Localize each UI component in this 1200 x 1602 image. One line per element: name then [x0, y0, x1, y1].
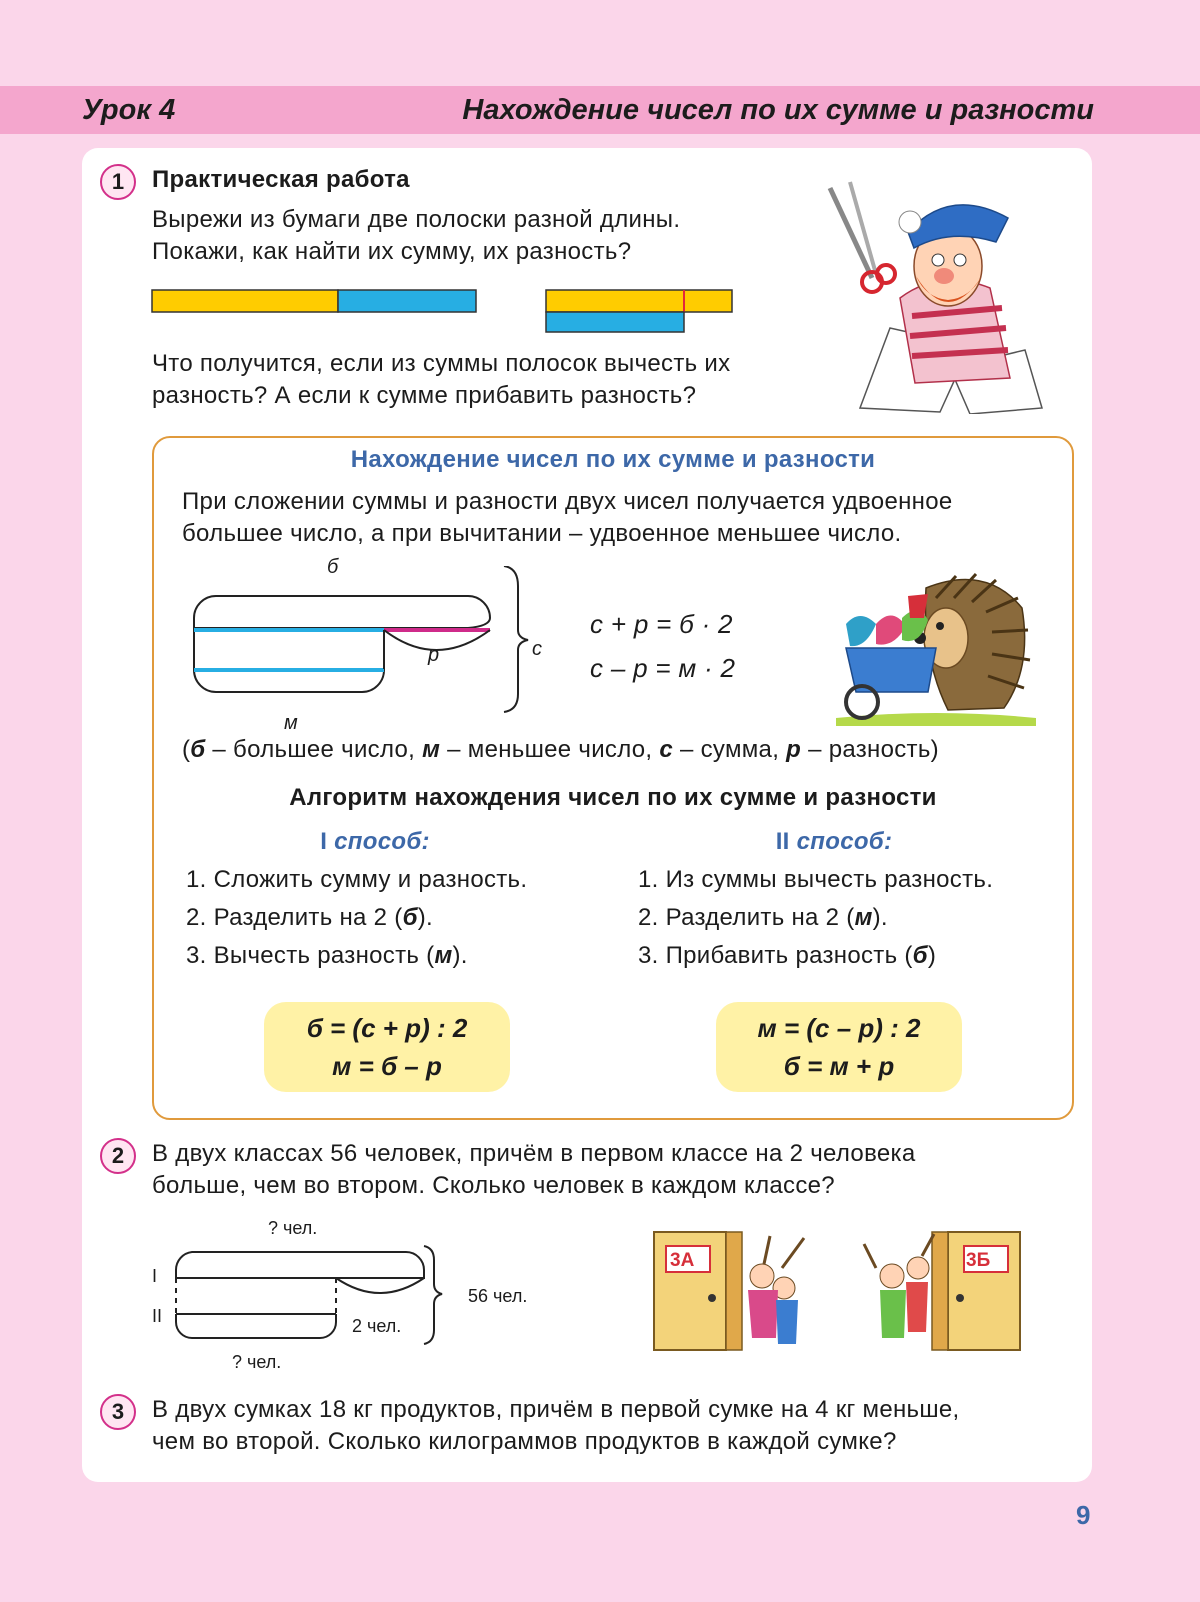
- task1-question-line1: Что получится, если из суммы полосок вычесть их: [152, 350, 731, 377]
- way1-step2-end: ).: [417, 904, 433, 931]
- legend-text-c: – сумма,: [673, 736, 787, 763]
- lesson-number: Урок 4: [82, 94, 176, 126]
- way2-step2-end: ).: [872, 904, 888, 931]
- legend-line: [182, 734, 939, 766]
- strips-illustration: [148, 286, 738, 336]
- way2-formula2: б = м + р: [783, 1051, 895, 1081]
- task-number-badge: 2: [100, 1138, 136, 1174]
- way1-roman: I: [320, 828, 328, 855]
- way2-step2: [638, 902, 888, 934]
- lesson-title: Нахождение чисел по их сумме и разности: [462, 94, 1094, 126]
- way1-step3-text: 3. Вычесть разность (: [186, 942, 435, 969]
- way2-step3-end: ): [927, 942, 937, 969]
- legend-var-m: м: [422, 736, 441, 763]
- task-number-badge: 3: [100, 1394, 136, 1430]
- way2-formula1: м = (с – р) : 2: [757, 1013, 921, 1043]
- diagram-label-m: м: [284, 712, 298, 734]
- diagram-label-c: с: [532, 638, 542, 660]
- class2-top-label: ? чел.: [268, 1218, 318, 1238]
- legend-var-c: с: [659, 736, 674, 763]
- strip-blue: [338, 290, 476, 312]
- legend-text-m: – меньшее число,: [440, 736, 660, 763]
- way1-label: способ:: [334, 828, 430, 855]
- task2-text-line1: В двух классах 56 человек, причём в первом классе на 2 человека: [152, 1140, 916, 1167]
- way2-step3-var: б: [912, 942, 928, 969]
- gnome-with-scissors-illustration: [820, 178, 1060, 414]
- strip-yellow-compare: [546, 290, 732, 312]
- equation-double-small: с – р = м · 2: [590, 653, 736, 683]
- way2-label: способ:: [796, 828, 893, 855]
- way2-step3: [638, 940, 936, 972]
- legend-open: (: [182, 736, 191, 763]
- task1-text-line1: Вырежи из бумаги две полоски разной длины.: [152, 206, 681, 233]
- classes-diagram: [170, 1244, 450, 1348]
- way1-step3: [186, 940, 468, 972]
- equation-double-big: с + р = б · 2: [590, 609, 733, 639]
- door-3a-illustration: [652, 1228, 812, 1352]
- task-number-badge: 1: [100, 164, 136, 200]
- algorithm-title: Алгоритм нахождения чисел по их сумме и разности: [289, 784, 937, 811]
- door-3a-sign: 3А: [670, 1250, 695, 1271]
- strip-yellow: [152, 290, 338, 312]
- legend-var-b: б: [190, 736, 206, 763]
- way1-step2: [186, 902, 433, 934]
- class-diff-label: 2 чел.: [352, 1316, 402, 1336]
- task2-text-line2: больше, чем во втором. Сколько человек в каждом классе?: [152, 1172, 835, 1199]
- way1-formula1: б = (с + р) : 2: [306, 1013, 468, 1043]
- door-3b-illustration: [862, 1228, 1022, 1352]
- way1-step3-end: ).: [452, 942, 468, 969]
- way1-formula2: м = б – р: [332, 1051, 442, 1081]
- class-sum-label: 56 чел.: [468, 1286, 528, 1306]
- lesson-header-bar: [0, 86, 1200, 134]
- page-number: 9: [1076, 1500, 1091, 1530]
- rule-text-line2: большее число, а при вычитании – удвоенное меньшее число.: [182, 520, 902, 547]
- way2-title: [634, 826, 1034, 858]
- way2-step3-text: 3. Прибавить разность (: [638, 942, 913, 969]
- task1-heading: Практическая работа: [152, 166, 410, 193]
- door-3b-sign: 3Б: [966, 1250, 991, 1271]
- task3-text-line2: чем во второй. Сколько килограммов продуктов в каждой сумке?: [152, 1428, 897, 1455]
- task1-question-line2: разность? А если к сумме прибавить разность?: [152, 382, 697, 409]
- way1-step1: 1. Сложить сумму и разность.: [186, 866, 528, 893]
- legend-var-p: р: [786, 736, 802, 763]
- way2-step2-var: м: [854, 904, 873, 931]
- diagram-label-p: р: [428, 644, 440, 666]
- hedgehog-with-cart-illustration: [836, 568, 1036, 728]
- way2-step1: 1. Из суммы вычесть разность.: [638, 866, 994, 893]
- class2-bottom-label: ? чел.: [232, 1352, 282, 1372]
- legend-text-b: – большее число,: [205, 736, 423, 763]
- way1-step2-text: 2. Разделить на 2 (: [186, 904, 403, 931]
- way1-step3-var: м: [434, 942, 453, 969]
- way2-step2-text: 2. Разделить на 2 (: [638, 904, 855, 931]
- legend-text-p: – разность): [801, 736, 939, 763]
- strip-blue-compare: [546, 312, 684, 332]
- class-row1-label: I: [152, 1266, 158, 1286]
- diagram-label-b: б: [327, 556, 339, 578]
- sum-difference-diagram: [186, 566, 546, 726]
- task3-text-line1: В двух сумках 18 кг продуктов, причём в первой сумке на 4 кг меньше,: [152, 1396, 960, 1423]
- rule-text-line1: При сложении суммы и разности двух чисел получается удвоенное: [182, 488, 953, 515]
- class-row2-label: II: [152, 1306, 163, 1326]
- way2-roman: II: [775, 828, 790, 855]
- way1-title: [182, 826, 568, 858]
- rule-title: Нахождение чисел по их сумме и разности: [350, 446, 876, 473]
- way1-formula-box: [264, 1002, 510, 1092]
- way2-formula-box: [716, 1002, 962, 1092]
- way1-step2-var: б: [402, 904, 418, 931]
- task1-text-line2: Покажи, как найти их сумму, их разность?: [152, 238, 632, 265]
